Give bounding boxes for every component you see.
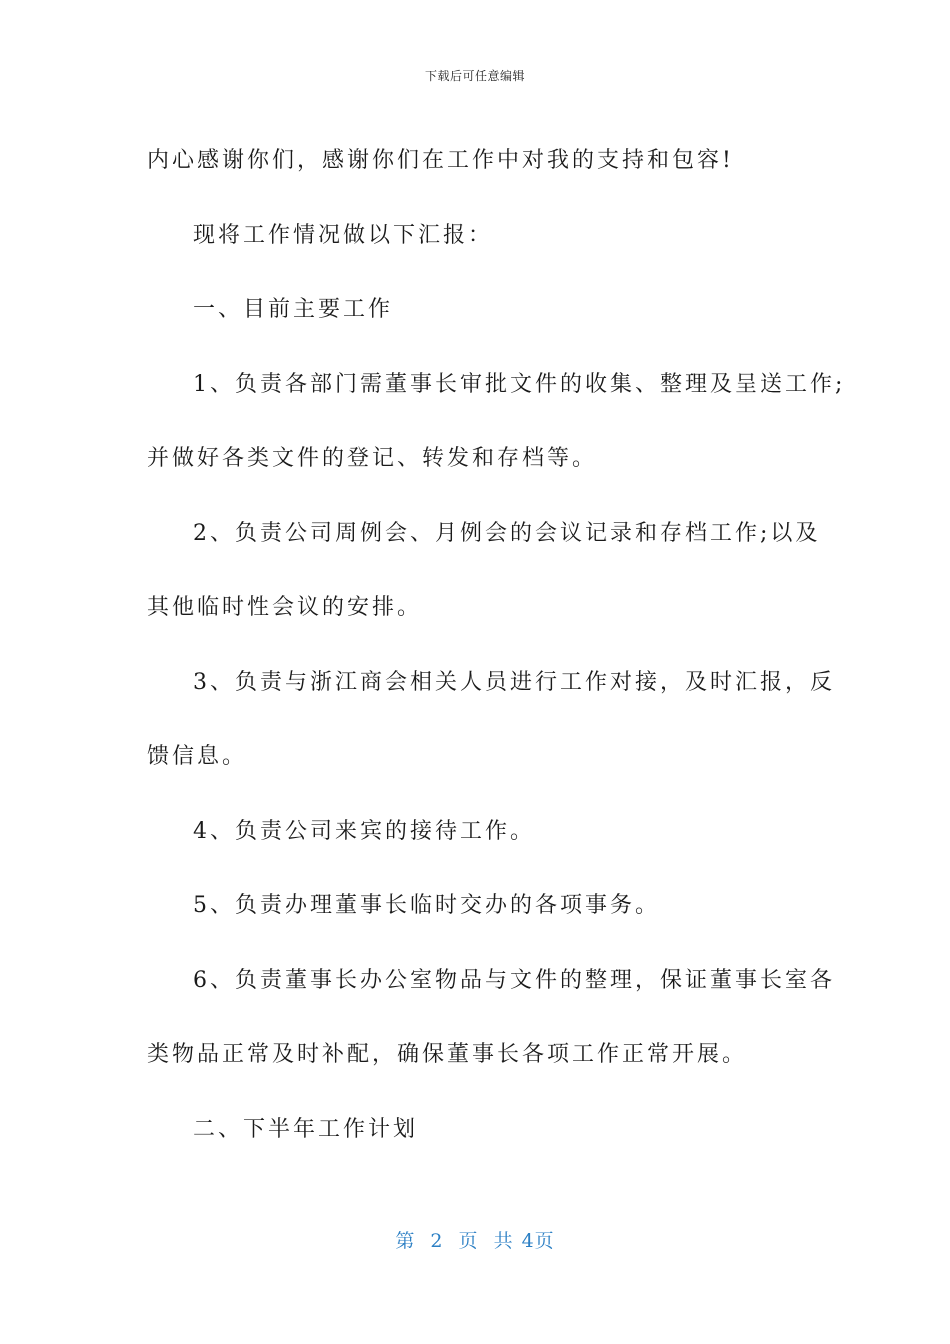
footer-prefix: 第 bbox=[395, 1230, 416, 1252]
list-item: 3、负责与浙江商会相关人员进行工作对接，及时汇报，反 bbox=[193, 669, 835, 695]
paragraph-line: 并做好各类文件的登记、转发和存档等。 bbox=[147, 446, 598, 471]
footer-page-label: 页 bbox=[458, 1230, 479, 1252]
document-body bbox=[147, 124, 846, 1167]
section-heading: 二、下半年工作计划 bbox=[193, 1116, 419, 1142]
section-heading: 一、目前主要工作 bbox=[193, 297, 394, 322]
footer-total-pages: 4页 bbox=[521, 1230, 555, 1252]
header-note: 下载后可任意编辑 bbox=[424, 69, 525, 83]
paragraph-line: 其他临时性会议的安排。 bbox=[147, 595, 423, 620]
paragraph-line: 类物品正常及时补配，确保董事长各项工作正常开展。 bbox=[147, 1042, 748, 1067]
list-item: 2、负责公司周例会、月例会的会议记录和存档工作;以及 bbox=[193, 520, 821, 546]
paragraph-line: 内心感谢你们，感谢你们在工作中对我的支持和包容! bbox=[147, 148, 734, 173]
paragraph-line: 馈信息。 bbox=[147, 744, 248, 769]
list-item: 6、负责董事长办公室物品与文件的整理，保证董事长室各 bbox=[193, 967, 835, 993]
list-item: 4、负责公司来宾的接待工作。 bbox=[193, 818, 535, 844]
page-number-footer bbox=[0, 1226, 950, 1253]
list-item: 1、负责各部门需董事长审批文件的收集、整理及呈送工作; bbox=[193, 371, 846, 397]
paragraph-line: 现将工作情况做以下汇报： bbox=[193, 222, 494, 248]
list-item: 5、负责办理董事长临时交办的各项事务。 bbox=[193, 893, 660, 918]
footer-total-prefix: 共 bbox=[493, 1230, 514, 1252]
footer-current-page: 2 bbox=[430, 1230, 444, 1252]
